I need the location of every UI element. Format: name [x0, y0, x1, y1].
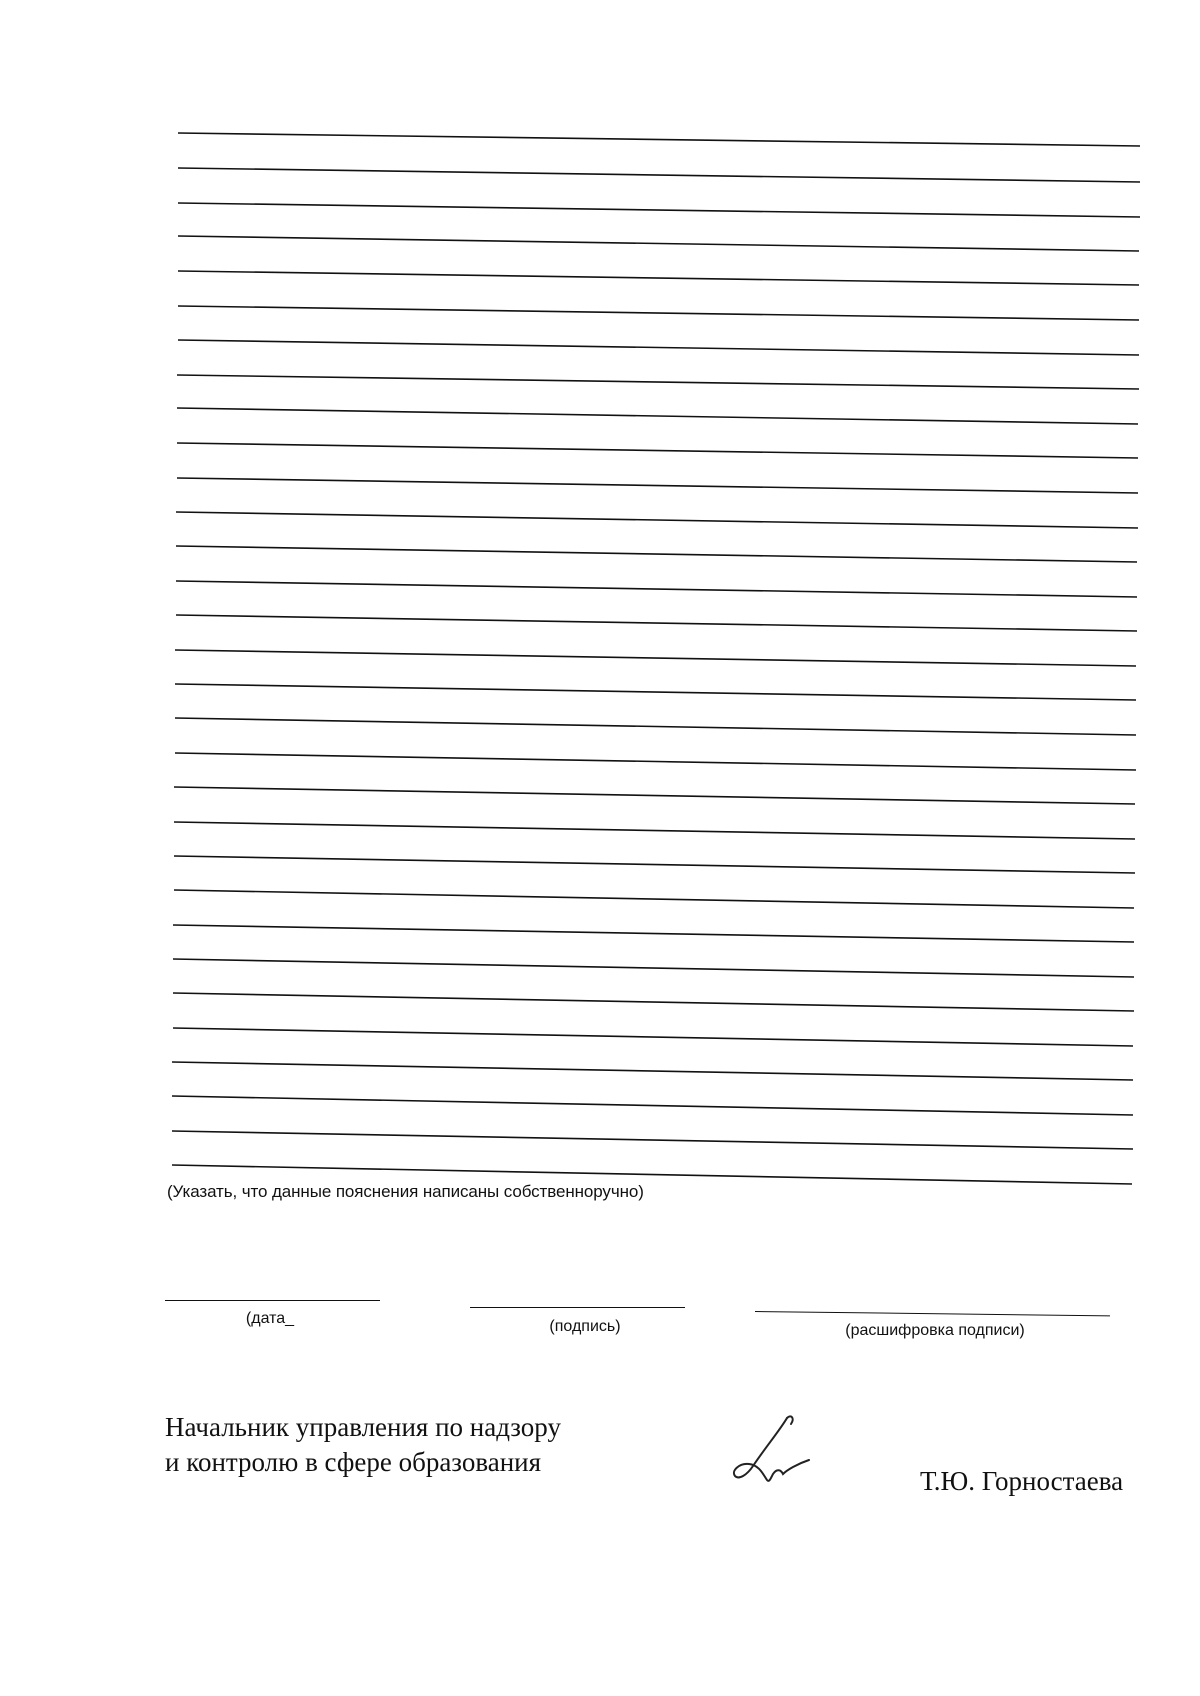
ruled-line [173, 993, 1134, 1011]
ruled-line [178, 306, 1139, 320]
ruled-line [175, 684, 1136, 700]
official-title [165, 1410, 561, 1480]
official-name: Т.Ю. Горностаева [920, 1466, 1124, 1496]
ruled-line [174, 787, 1135, 804]
ruled-line [177, 443, 1138, 458]
ruled-line [178, 340, 1139, 355]
ruled-line [177, 478, 1138, 493]
ruled-line [178, 271, 1139, 285]
official-title-line2: и контролю в сфере образования [165, 1447, 542, 1477]
ruled-line [175, 650, 1136, 666]
ruled-line [175, 718, 1136, 735]
ruled-line [176, 615, 1137, 631]
ruled-line [178, 236, 1139, 251]
ruled-line [174, 822, 1135, 839]
ruled-line [172, 1131, 1133, 1149]
ruled-line [176, 512, 1138, 528]
ruled-line [172, 1096, 1133, 1115]
ruled-line [175, 753, 1136, 770]
caption-note: (Указать, что данные пояснения написаны собственноручно) [167, 1182, 644, 1201]
ruled-line [177, 408, 1138, 424]
ruled-line [173, 959, 1134, 977]
ruled-line [173, 925, 1134, 942]
signature-line [470, 1307, 685, 1308]
ruled-line [176, 581, 1137, 597]
official-title-line1: Начальник управления по надзору [165, 1412, 561, 1442]
ruled-line [178, 168, 1140, 182]
ruled-line [176, 546, 1137, 562]
ruled-line [174, 856, 1135, 873]
ruled-line [173, 1028, 1133, 1046]
ruled-line [178, 203, 1140, 217]
handwritten-signature [725, 1408, 835, 1498]
date-label: (дата_ [245, 1310, 295, 1327]
name-decoding-line [755, 1311, 1110, 1316]
signature-label: (подпись) [549, 1318, 621, 1335]
ruled-line [172, 1062, 1133, 1080]
name-decoding-label: (расшифровка подписи) [845, 1322, 1025, 1339]
ruled-line [174, 890, 1134, 908]
date-line [165, 1300, 380, 1301]
ruled-line [178, 133, 1140, 146]
ruled-line [177, 375, 1139, 389]
